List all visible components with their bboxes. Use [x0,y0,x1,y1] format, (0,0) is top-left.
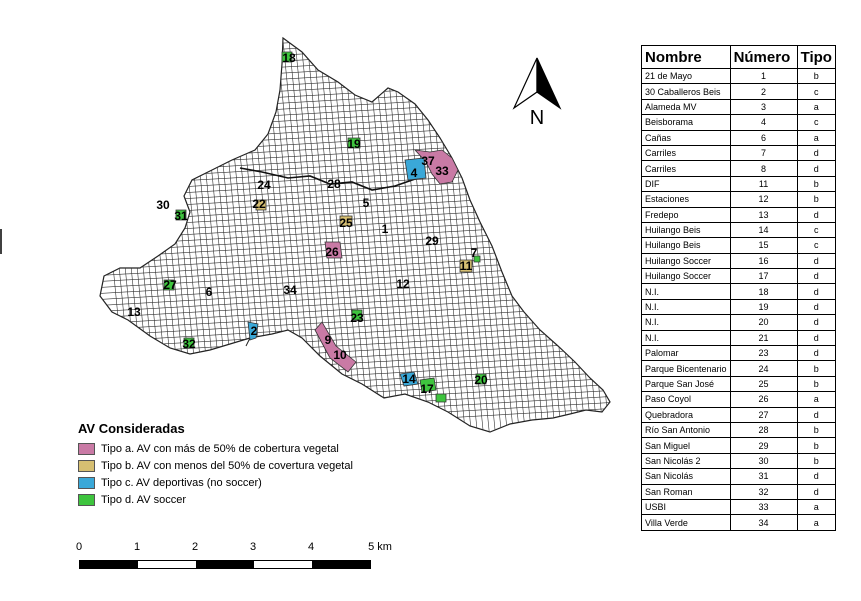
table-row [642,222,836,237]
cell-nombre: Fredepo [642,207,731,222]
table-row [642,484,836,499]
table-row [642,515,836,530]
cell-tipo: d [797,299,835,314]
cell-tipo: d [797,284,835,299]
north-arrow-right-half [537,58,560,108]
cell-nombre: 30 Caballeros Beis [642,84,731,99]
legend-swatch-type-b [78,460,95,472]
map-label: 24 [257,178,271,192]
cell-numero: 23 [730,346,797,361]
cell-nombre: USBI [642,499,731,514]
table-header-row [642,46,836,69]
table-row [642,284,836,299]
cell-nombre: Beisborama [642,115,731,130]
north-arrow [514,58,560,129]
map-label: 34 [283,283,297,297]
cell-numero: 16 [730,253,797,268]
cell-tipo: d [797,315,835,330]
cell-tipo: c [797,238,835,253]
map-label: 1 [381,222,389,236]
cell-nombre: Carriles [642,145,731,160]
cell-nombre: Alameda MV [642,99,731,114]
map-label: 14 [402,372,416,386]
table-row [642,392,836,407]
areas-table [641,45,836,531]
area-16-type-d [436,394,446,402]
cell-tipo: d [797,145,835,160]
cell-numero: 11 [730,176,797,191]
map-label: 10 [333,348,347,362]
col-header-numero: Número [730,46,797,69]
map-label: 31 [174,209,188,223]
cell-numero: 24 [730,361,797,376]
cell-tipo: d [797,484,835,499]
table-row [642,499,836,514]
cell-numero: 17 [730,269,797,284]
cell-numero: 25 [730,376,797,391]
cell-numero: 31 [730,469,797,484]
cell-numero: 19 [730,299,797,314]
cell-tipo: c [797,84,835,99]
table-row [642,346,836,361]
cell-nombre: Villa Verde [642,515,731,530]
col-header-tipo: Tipo [797,46,835,69]
cell-numero: 8 [730,161,797,176]
table-row [642,330,836,345]
table-row [642,176,836,191]
legend-swatch-type-d [78,494,95,506]
scale-label: 1 [133,541,141,553]
map-label: 18 [282,51,296,65]
cell-nombre: San Roman [642,484,731,499]
cell-tipo: d [797,346,835,361]
table-row [642,469,836,484]
map-label: 28 [327,177,341,191]
cell-nombre: Paso Coyol [642,392,731,407]
cell-numero: 21 [730,330,797,345]
cell-nombre: Huilango Soccer [642,253,731,268]
map-label: 26 [325,245,339,259]
cell-tipo: d [797,269,835,284]
cell-nombre: N.I. [642,315,731,330]
cell-tipo: a [797,515,835,530]
legend-title: AV Consideradas [78,421,185,436]
cell-nombre: DIF [642,176,731,191]
map-label: 20 [474,373,488,387]
cell-tipo: a [797,499,835,514]
table-row [642,453,836,468]
table-row [642,161,836,176]
cell-tipo: b [797,453,835,468]
map-label: 11 [459,259,473,273]
cell-numero: 18 [730,284,797,299]
table-row [642,299,836,314]
map-label: 33 [435,164,449,178]
map-label: 2 [250,324,258,338]
table-row [642,207,836,222]
map-label: 7 [470,246,478,260]
cell-nombre: San Nicolás 2 [642,453,731,468]
legend-item-type-b [78,457,353,474]
cell-nombre: Carriles [642,161,731,176]
cell-numero: 7 [730,145,797,160]
cell-nombre: N.I. [642,330,731,345]
north-arrow-left-half [514,58,537,108]
legend-swatch-type-a [78,443,95,455]
col-header-nombre: Nombre [642,46,731,69]
cell-nombre: Cañas [642,130,731,145]
scale-bar-segments [79,560,371,569]
table-row [642,315,836,330]
map-label: 29 [425,234,439,248]
cell-nombre: San Nicolás [642,469,731,484]
map-label: 23 [350,311,364,325]
cell-tipo: a [797,130,835,145]
cell-numero: 34 [730,515,797,530]
map-label: 9 [324,333,332,347]
map-label: 6 [205,285,213,299]
cell-nombre: 21 de Mayo [642,69,731,84]
map-label: 13 [127,305,141,319]
cell-numero: 13 [730,207,797,222]
cell-numero: 15 [730,238,797,253]
scale-label: 4 [307,541,315,553]
cell-numero: 27 [730,407,797,422]
cell-tipo: d [797,330,835,345]
cell-tipo: b [797,438,835,453]
cell-nombre: Río San Antonio [642,422,731,437]
cell-tipo: d [797,253,835,268]
cell-nombre: Huilango Soccer [642,269,731,284]
map-label: 12 [396,277,410,291]
table-row [642,99,836,114]
cell-tipo: d [797,469,835,484]
cell-tipo: d [797,161,835,176]
cell-tipo: b [797,361,835,376]
table-row [642,115,836,130]
legend-label: Tipo a. AV con más de 50% de cobertura vegetal [101,442,339,455]
table-row [642,361,836,376]
legend-item-type-a [78,440,353,457]
cell-numero: 30 [730,453,797,468]
cell-numero: 3 [730,99,797,114]
scale-label: 5 km [368,541,392,553]
cell-numero: 33 [730,499,797,514]
table-row [642,130,836,145]
map-label: 19 [347,137,361,151]
cell-numero: 29 [730,438,797,453]
cell-numero: 14 [730,222,797,237]
cell-nombre: N.I. [642,284,731,299]
scale-label: 3 [249,541,257,553]
legend-label: Tipo c. AV deportivas (no soccer) [101,476,262,489]
legend-label: Tipo d. AV soccer [101,493,186,506]
cell-numero: 4 [730,115,797,130]
cell-tipo: b [797,422,835,437]
legend-swatch-type-c [78,477,95,489]
table-row [642,192,836,207]
map-label: 25 [339,216,353,230]
map-label: 17 [420,382,434,396]
table-row [642,422,836,437]
map-label: 32 [182,337,196,351]
legend-label: Tipo b. AV con menos del 50% de covertura vegetal [101,459,353,472]
scale-label: 2 [191,541,199,553]
legend-item-type-d [78,491,353,508]
map-label: 27 [163,278,177,292]
cell-nombre: Huilango Beis [642,238,731,253]
table-row [642,253,836,268]
cell-numero: 28 [730,422,797,437]
cell-numero: 2 [730,84,797,99]
cell-nombre: Estaciones [642,192,731,207]
legend-item-type-c [78,474,353,491]
cell-tipo: d [797,207,835,222]
cell-nombre: Quebradora [642,407,731,422]
cell-nombre: Palomar [642,346,731,361]
cell-numero: 20 [730,315,797,330]
legend [78,421,353,508]
table-row [642,407,836,422]
cell-tipo: b [797,69,835,84]
table-row [642,269,836,284]
cell-tipo: a [797,392,835,407]
cell-tipo: d [797,407,835,422]
table-row [642,84,836,99]
cell-numero: 12 [730,192,797,207]
cell-tipo: b [797,192,835,207]
cell-numero: 6 [730,130,797,145]
cell-tipo: c [797,115,835,130]
cell-nombre: Parque San José [642,376,731,391]
map-label: 37 [421,154,435,168]
cell-nombre: N.I. [642,299,731,314]
table-row [642,238,836,253]
cell-nombre: Parque Bicentenario [642,361,731,376]
cell-tipo: a [797,99,835,114]
cell-tipo: c [797,222,835,237]
cell-numero: 26 [730,392,797,407]
table-row [642,69,836,84]
cell-tipo: b [797,176,835,191]
cell-nombre: Huilango Beis [642,222,731,237]
city-outline [100,38,610,432]
cell-nombre: San Miguel [642,438,731,453]
north-label: N [529,107,545,129]
cell-numero: 1 [730,69,797,84]
map-label: 30 [156,198,170,212]
scale-label: 0 [75,541,83,553]
table-row [642,145,836,160]
map-label: 5 [362,196,370,210]
cell-numero: 32 [730,484,797,499]
table-row [642,376,836,391]
cell-tipo: b [797,376,835,391]
map-label: 4 [410,166,418,180]
table-row [642,438,836,453]
map-label: 22 [252,197,266,211]
